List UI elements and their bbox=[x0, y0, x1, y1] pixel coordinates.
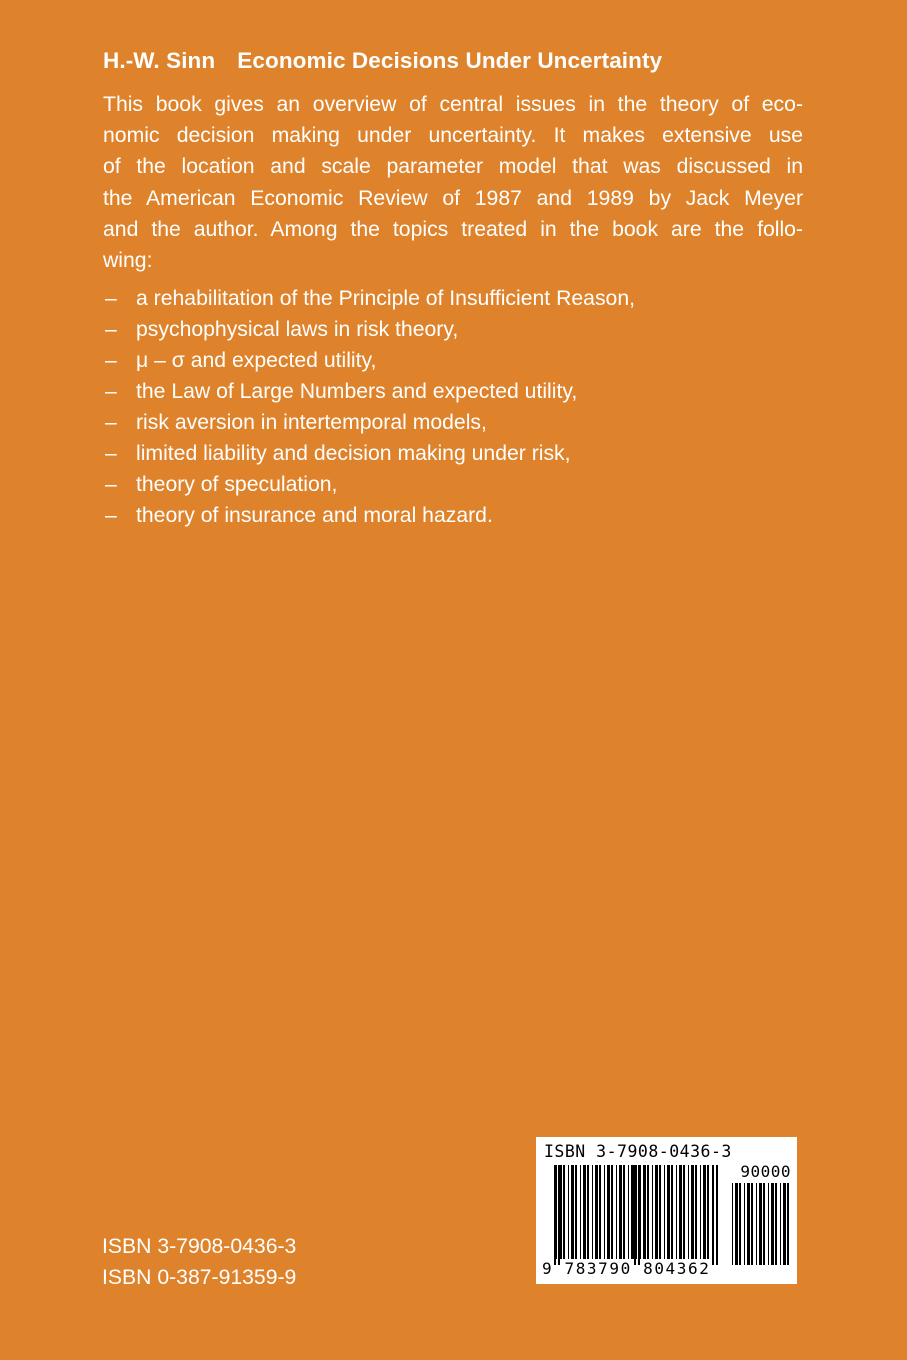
list-dash: – bbox=[105, 349, 117, 372]
barcode-bar bbox=[647, 1165, 649, 1259]
barcode-guard-bar bbox=[634, 1165, 636, 1265]
barcode-bar bbox=[671, 1165, 673, 1259]
barcode-bar bbox=[631, 1165, 634, 1259]
barcode-guard-bar bbox=[554, 1165, 556, 1265]
barcode-bar bbox=[667, 1165, 670, 1259]
barcode-bar bbox=[787, 1183, 789, 1265]
barcode-bar bbox=[783, 1183, 786, 1265]
barcode-bar bbox=[563, 1165, 565, 1259]
barcode-bar bbox=[655, 1165, 658, 1259]
barcode-bar bbox=[619, 1165, 622, 1259]
topic-text: theory of speculation, bbox=[136, 473, 338, 496]
barcode-bar bbox=[623, 1165, 625, 1259]
isbn-line: ISBN 3-7908-0436-3 bbox=[102, 1235, 297, 1258]
barcode-bar bbox=[735, 1183, 738, 1265]
list-dash: – bbox=[105, 380, 117, 403]
barcode-bar bbox=[676, 1165, 677, 1259]
topic-text: a rehabilitation of the Principle of Insufficient Reason, bbox=[136, 287, 635, 310]
isbn-block bbox=[102, 1231, 296, 1293]
barcode-bar bbox=[703, 1165, 706, 1259]
barcode-bar bbox=[580, 1165, 581, 1259]
barcode-bar bbox=[583, 1165, 586, 1259]
description-line: wing: bbox=[103, 249, 153, 273]
topic-text: limited liability and decision making under risk, bbox=[136, 442, 571, 465]
barcode-guard-bar bbox=[558, 1165, 560, 1265]
barcode-bar bbox=[643, 1165, 646, 1259]
barcode-bar bbox=[587, 1165, 589, 1259]
barcode-isbn-text: ISBN 3-7908-0436-3 bbox=[544, 1142, 732, 1161]
barcode-guard-bar bbox=[716, 1165, 718, 1265]
barcode-bar bbox=[700, 1165, 701, 1259]
list-item bbox=[105, 283, 635, 314]
description-line: nomic decision making under uncertainty. It makes extensive use bbox=[103, 124, 803, 148]
topics-list bbox=[105, 283, 635, 531]
barcode-bar bbox=[652, 1165, 653, 1259]
barcode-bar bbox=[607, 1165, 610, 1259]
description-line: of the location and scale parameter model that was discussed in bbox=[103, 155, 803, 179]
author-name: H.-W. Sinn bbox=[103, 48, 216, 73]
barcode-guard-bar bbox=[638, 1165, 640, 1265]
barcode-bar bbox=[771, 1183, 774, 1265]
barcode-bar bbox=[679, 1165, 682, 1259]
barcode-bar bbox=[604, 1165, 605, 1259]
list-item bbox=[105, 407, 635, 438]
barcode-bar bbox=[628, 1165, 629, 1259]
list-item bbox=[105, 376, 635, 407]
barcode-bar bbox=[780, 1183, 781, 1265]
barcode-addon-text: 90000 bbox=[740, 1162, 791, 1181]
barcode-bar bbox=[775, 1183, 777, 1265]
book-description bbox=[103, 89, 803, 276]
barcode-bar bbox=[747, 1183, 750, 1265]
barcode-bar bbox=[691, 1165, 694, 1259]
book-title: Economic Decisions Under Uncertainty bbox=[237, 48, 663, 73]
isbn-line: ISBN 0-387-91359-9 bbox=[102, 1266, 297, 1289]
barcode-bar bbox=[695, 1165, 697, 1259]
barcode bbox=[536, 1137, 797, 1284]
list-item bbox=[105, 345, 635, 376]
list-dash: – bbox=[105, 504, 117, 527]
topic-text: μ – σ and expected utility, bbox=[136, 349, 377, 372]
topic-text: psychophysical laws in risk theory, bbox=[136, 318, 459, 341]
description-line: the American Economic Review of 1987 and 1989 by Jack Meyer bbox=[103, 186, 803, 210]
barcode-bar bbox=[763, 1183, 765, 1265]
barcode-bar bbox=[611, 1165, 613, 1259]
list-item bbox=[105, 314, 635, 345]
list-dash: – bbox=[105, 442, 117, 465]
barcode-bar bbox=[732, 1183, 733, 1265]
barcode-bar bbox=[768, 1183, 769, 1265]
topic-text: the Law of Large Numbers and expected utility, bbox=[136, 380, 578, 403]
barcode-bar bbox=[659, 1165, 661, 1259]
list-dash: – bbox=[105, 473, 117, 496]
list-item bbox=[105, 438, 635, 469]
barcode-bar bbox=[707, 1165, 709, 1259]
barcode-bar bbox=[592, 1165, 593, 1259]
barcode-bar bbox=[664, 1165, 665, 1259]
barcode-bar bbox=[571, 1165, 574, 1259]
barcode-bar bbox=[568, 1165, 569, 1259]
barcode-guard-bar bbox=[712, 1165, 714, 1265]
list-dash: – bbox=[105, 411, 117, 434]
barcode-bar bbox=[595, 1165, 598, 1259]
description-line: and the author. Among the topics treated in the book are the follo- bbox=[103, 217, 803, 241]
barcode-ean-text: 9 783790 804362 bbox=[542, 1259, 711, 1278]
barcode-bar bbox=[739, 1183, 741, 1265]
list-dash: – bbox=[105, 318, 117, 341]
barcode-bar bbox=[616, 1165, 617, 1259]
description-line: This book gives an overview of central issues in the theory of eco- bbox=[103, 93, 803, 116]
barcode-bar bbox=[744, 1183, 745, 1265]
list-item bbox=[105, 469, 635, 500]
cover-header bbox=[103, 48, 662, 74]
barcode-bar bbox=[688, 1165, 689, 1259]
list-item bbox=[105, 500, 635, 531]
barcode-bar bbox=[599, 1165, 601, 1259]
list-dash: – bbox=[105, 287, 117, 310]
topic-text: risk aversion in intertemporal models, bbox=[136, 411, 487, 434]
barcode-bar bbox=[756, 1183, 757, 1265]
topic-text: theory of insurance and moral hazard. bbox=[136, 504, 493, 527]
barcode-bar bbox=[640, 1165, 641, 1259]
barcode-bar bbox=[751, 1183, 753, 1265]
barcode-bar bbox=[575, 1165, 577, 1259]
barcode-bar bbox=[683, 1165, 685, 1259]
barcode-bar bbox=[759, 1183, 762, 1265]
barcode-bar bbox=[556, 1165, 557, 1259]
